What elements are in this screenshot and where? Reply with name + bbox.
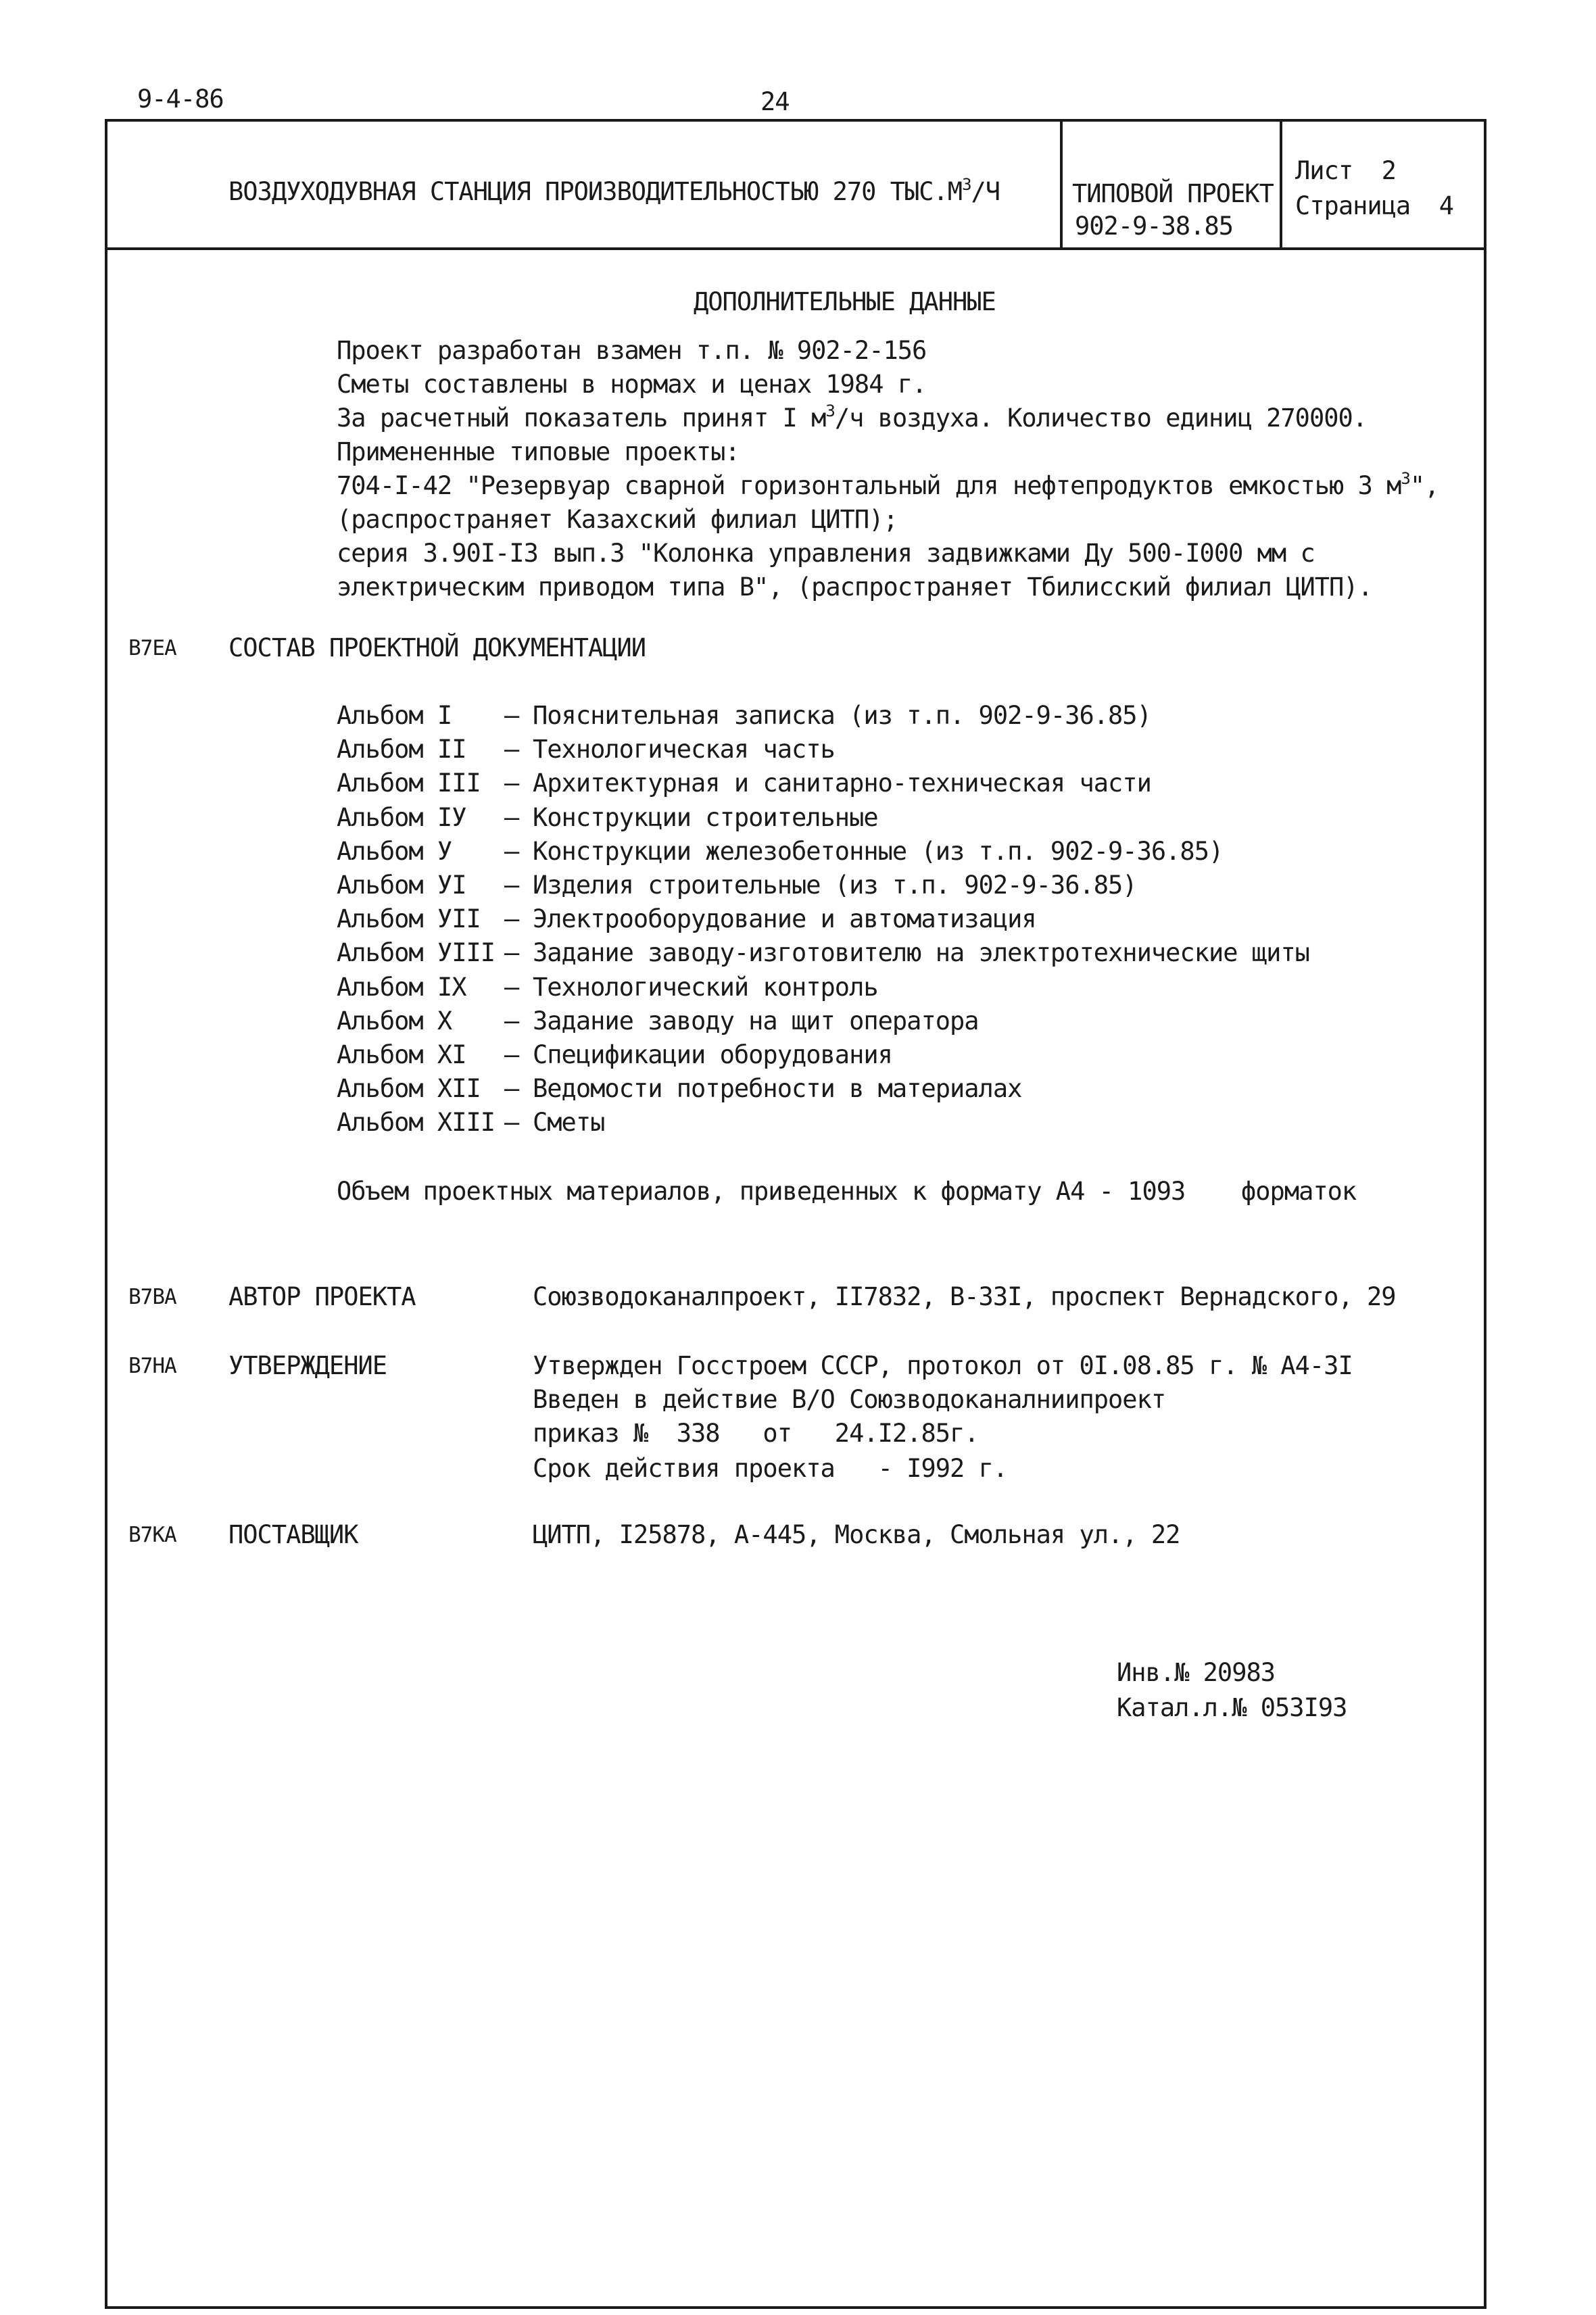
album-name: Альбом III (337, 769, 481, 798)
album-dash: – (504, 972, 519, 1002)
album-description: Пояснительная записка (из т.п. 902-9-36.85) (533, 701, 1151, 730)
header-column-divider-1 (1060, 119, 1063, 249)
author-label: АВТОР ПРОЕКТА (228, 1282, 416, 1311)
album-description: Спецификации оборудования (533, 1040, 892, 1069)
list-item (337, 936, 1418, 970)
album-name: Альбом X (337, 1006, 452, 1035)
author-code: В7ВА (128, 1285, 176, 1309)
album-description: Задание заводу-изготовителю на электротехнические щиты (533, 938, 1309, 968)
line-3-suffix: /ч воздуха. Количество единиц 270000. (834, 404, 1368, 433)
line-5-prefix: 704-I-42 "Резервуар сварной горизонтальный для нефтепродуктов емкостью 3 м (337, 471, 1401, 500)
list-item (337, 1038, 1418, 1072)
album-name: Альбом IУ (337, 802, 466, 832)
album-dash: – (504, 836, 519, 866)
album-dash: – (504, 769, 519, 798)
album-description: Технологический контроль (533, 972, 878, 1002)
approval-code: В7НА (128, 1354, 176, 1378)
page-frame (105, 119, 1486, 2309)
album-name: Альбом УII (337, 904, 481, 934)
album-dash: – (504, 1040, 519, 1069)
title-suffix: /Ч (971, 177, 1000, 206)
album-name: Альбом II (337, 735, 466, 764)
list-item (337, 699, 1418, 733)
list-item (337, 766, 1418, 800)
line-3-prefix: За расчетный показатель принят I м (337, 404, 826, 433)
album-description: Изделия строительные (из т.п. 902-9-36.85) (533, 871, 1137, 900)
album-dash: – (504, 701, 519, 730)
album-dash: – (504, 802, 519, 832)
album-dash: – (504, 938, 519, 968)
list-item (337, 1004, 1418, 1038)
title-prefix: ВОЗДУХОДУВНАЯ СТАНЦИЯ ПРОИЗВОДИТЕЛЬНОСТЬЮ 270 ТЫС.М (228, 177, 963, 206)
list-item (337, 971, 1418, 1004)
list-item (337, 902, 1418, 936)
additional-line-1: Проект разработан взамен т.п. № 902-2-156 (337, 336, 927, 365)
album-description: Конструкции строительные (533, 802, 878, 832)
approval-line-3: приказ № 338 от 24.I2.85г. (533, 1419, 979, 1448)
approval-line-2: Введен в действие В/О Союзводоканалниипроект (533, 1385, 1166, 1414)
album-description: Архитектурная и санитарно-техническая части (533, 769, 1151, 798)
approval-line-4: Срок действия проекта - I992 г. (533, 1454, 1008, 1483)
composition-title: СОСТАВ ПРОЕКТНОЙ ДОКУМЕНТАЦИИ (228, 633, 646, 662)
album-dash: – (504, 1108, 519, 1138)
header-column-divider-2 (1280, 119, 1282, 249)
album-name: Альбом УI (337, 871, 466, 900)
project-code: 902-9-38.85 (1075, 212, 1234, 241)
list-item (337, 1106, 1418, 1140)
inventory-number: Инв.№ 20983 (1117, 1658, 1276, 1687)
additional-line-4: Примененные типовые проекты: (337, 437, 740, 466)
album-name: Альбом I (337, 701, 452, 730)
page-label: Страница (1295, 191, 1411, 220)
composition-code: В7ЕА (128, 636, 176, 660)
album-dash: – (504, 871, 519, 900)
album-description: Технологическая часть (533, 735, 835, 764)
album-dash: – (504, 1074, 519, 1104)
approval-line-1: Утвержден Госстроем СССР, протокол от 0I.08.85 г. № А4-3I (533, 1351, 1353, 1380)
additional-line-6: (распространяет Казахский филиал ЦИТП); (337, 505, 898, 534)
album-description: Задание заводу на щит оператора (533, 1006, 979, 1035)
album-description: Сметы (533, 1108, 605, 1138)
project-label: ТИПОВОЙ ПРОЕКТ (1072, 179, 1274, 208)
album-description: Ведомости потребности в материалах (533, 1074, 1022, 1104)
supplier-value: ЦИТП, I25878, А-445, Москва, Смольная ул., 22 (533, 1520, 1180, 1549)
additional-data-heading: ДОПОЛНИТЕЛЬНЫЕ ДАННЫЕ (694, 287, 996, 316)
additional-line-3 (337, 401, 1367, 435)
album-dash: – (504, 735, 519, 764)
page-info (1295, 189, 1453, 223)
album-dash: – (504, 904, 519, 934)
album-name: Альбом XI (337, 1040, 466, 1069)
sheet-number: 2 (1381, 156, 1396, 185)
sheet-info (1295, 154, 1396, 188)
album-description: Электрооборудование и автоматизация (533, 904, 1036, 934)
volume-unit: форматок (1241, 1177, 1357, 1206)
list-item (337, 835, 1418, 869)
page-number: 24 (760, 87, 790, 116)
document-title (228, 175, 1000, 209)
supplier-label: ПОСТАВЩИК (228, 1520, 358, 1549)
approval-label: УТВЕРЖДЕНИЕ (228, 1351, 387, 1380)
album-name: Альбом IX (337, 972, 466, 1002)
additional-line-2: Сметы составлены в нормах и ценах 1984 г. (337, 370, 927, 399)
additional-line-7: серия 3.90I-I3 вып.3 "Колонка управления задвижками Ду 500-I000 мм с (337, 539, 1315, 568)
author-value: Союзводоканалпроект, II7832, В-33I, проспект Вернадского, 29 (533, 1282, 1396, 1311)
page-value: 4 (1438, 191, 1454, 220)
list-item (337, 1072, 1418, 1106)
title-superscript: 3 (962, 174, 971, 194)
catalog-number: Катал.л.№ 053I93 (1117, 1693, 1347, 1722)
album-name: Альбом УIII (337, 938, 495, 968)
list-item (337, 733, 1418, 766)
line-3-superscript: 3 (825, 401, 835, 420)
supplier-code: В7КА (128, 1523, 176, 1547)
line-5-superscript: 3 (1401, 468, 1410, 488)
additional-line-8: электрическим приводом типа В", (распространяет Тбилисский филиал ЦИТП). (337, 572, 1372, 602)
line-5-suffix: ", (1409, 471, 1439, 500)
series-code: 9-4-86 (137, 84, 224, 114)
additional-line-5 (337, 469, 1438, 503)
volume-text: Объем проектных материалов, приведенных к формату А4 - 1093 (337, 1177, 1186, 1206)
album-name: Альбом XII (337, 1074, 481, 1104)
album-description: Конструкции железобетонные (из т.п. 902-9-36.85) (533, 836, 1224, 866)
sheet-label: Лист (1295, 156, 1353, 185)
list-item (337, 801, 1418, 835)
album-dash: – (504, 1006, 519, 1035)
album-name: Альбом XIII (337, 1108, 495, 1138)
list-item (337, 869, 1418, 902)
album-name: Альбом У (337, 836, 452, 866)
